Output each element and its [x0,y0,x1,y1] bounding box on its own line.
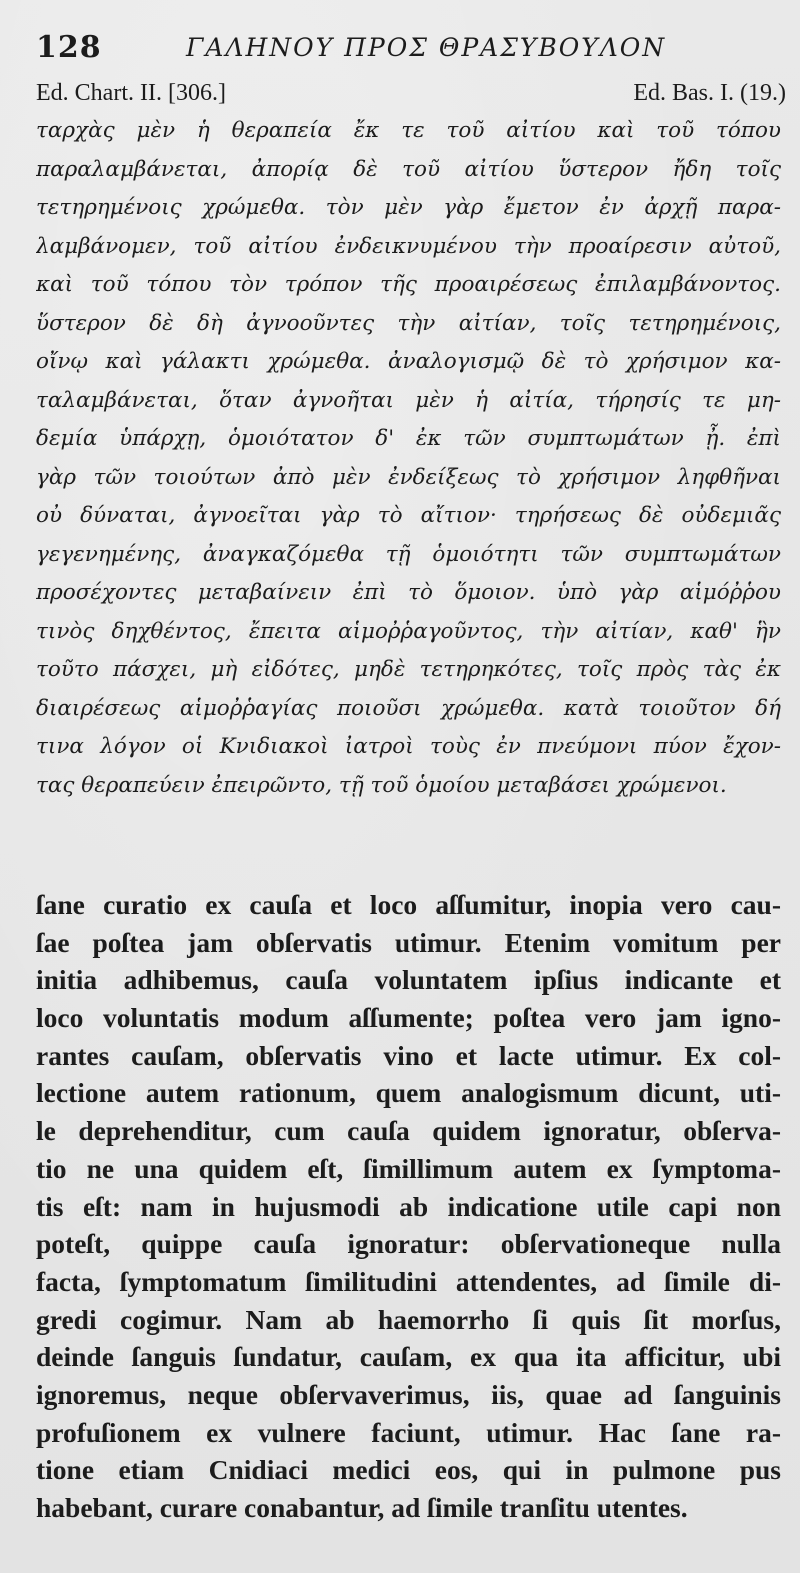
latin-line: tio ne una quidem eſt, ſimillimum autem ex ſymptoma- [36,1152,781,1184]
greek-line: προσέχοντες μεταβαίνειν ἐπὶ τὸ ὅμοιον. ὑπὸ γὰρ αἱμόῤῥου [36,580,781,605]
greek-line: ὕστερον δὲ δὴ ἀγνοοῦντες τὴν αἰτίαν, τοῖς τετηρημένοις, [36,310,781,336]
greek-line: τας θεραπεύειν ἐπειρῶντο, τῇ τοῦ ὁμοίου μεταβάσει χρώμενοι. [36,772,727,798]
greek-line: ταλαμβάνεται, ὅταν ἀγνοῆται μὲν ἡ αἰτία, τήρησίς τε μη- [36,387,781,413]
greek-line: λαμβάνομεν, τοῦ αἰτίου ἐνδεικνυμένου τὴν προαίρεσιν αὐτοῦ, [36,233,781,259]
greek-line: καὶ τοῦ τόπου τὸν τρόπον τῆς προαιρέσεως ἐπιλαμβάνοντος. [36,272,781,297]
latin-line: lectione autem rationum, quem analogismum dicunt, uti- [36,1077,781,1109]
greek-line: δεμία ὑπάρχῃ, ὁμοιότατον δ' ἐκ τῶν συμπτωμάτων ᾖ. ἐπὶ [36,426,781,451]
latin-line: ſae poſtea jam obſervatis utimur. Etenim vomitum per [36,926,781,958]
page-number: 128 [36,30,102,65]
edition-reference-chartier: Ed. Chart. II. [306.] [36,80,226,106]
latin-line: poteſt, quippe cauſa ignoratur: obſervationeque nulla [36,1228,781,1260]
edition-references [36,80,794,112]
latin-line: loco voluntatis modum aſſumente; poſtea vero jam igno- [36,1002,781,1034]
greek-line: τινὸς δηχθέντος, ἔπειτα αἱμοῤῥαγοῦντος, τὴν αἰτίαν, καθ' ἣν [36,618,781,644]
latin-line: profuſionem ex vulnere faciunt, utimur. Hac ſane ra- [36,1416,781,1448]
latin-line: ignoremus, neque obſervaverimus, iis, quae ad ſanguinis [36,1378,781,1410]
latin-line: initia adhibemus, cauſa voluntatem ipſius indicante et [36,964,781,996]
latin-line: habebant, curare conabantur, ad ſimile tranſitu utentes. [36,1492,688,1523]
latin-line: tis eſt: nam in hujusmodi ab indicatione utile capi non [36,1190,781,1222]
greek-line: τινα λόγον οἱ Κνιδιακοὶ ἰατροὶ τοὺς ἐν πνεύμονι πύον ἔχον- [36,734,781,759]
latin-line: facta, ſymptomatum ſimilitudini attendentes, ad ſimile di- [36,1265,781,1297]
greek-line: οἴνῳ καὶ γάλακτι χρώμεθα. ἀναλογισμῷ δὲ τὸ χρήσιμον κα- [36,349,781,374]
greek-line: ταρχὰς μὲν ἡ θεραπεία ἔκ τε τοῦ αἰτίου καὶ τοῦ τόπου [36,118,781,143]
greek-line: τοῦτο πάσχει, μὴ εἰδότες, μηδὲ τετηρηκότες, τοῖς πρὸς τὰς ἐκ [36,657,781,682]
greek-line: γεγενημένης, ἀναγκαζόμεθα τῇ ὁμοιότητι τῶν συμπτωμάτων [36,541,781,567]
running-title: ΓΑΛΗΝΟΥ ΠΡΟΣ ΘΡΑΣΥΒΟΥΛΟΝ [186,33,667,62]
latin-line: ſane curatio ex cauſa et loco aſſumitur, inopia vero cau- [36,889,781,920]
greek-line: διαιρέσεως αἱμοῤῥαγίας ποιοῦσι χρώμεθα. κατὰ τοιοῦτον δή [36,695,781,721]
latin-line: gredi cogimur. Nam ab haemorrho ſi quis ſit morſus, [36,1303,781,1335]
latin-line: le deprehenditur, cum cauſa quidem ignoratur, obſerva- [36,1115,781,1147]
greek-line: γὰρ τῶν τοιούτων ἀπὸ μὲν ἐνδείξεως τὸ χρήσιμον ληφθῆναι [36,464,781,490]
latin-line: rantes cauſam, obſervatis vino et lacte utimur. Ex col- [36,1039,781,1071]
greek-line: παραλαμβάνεται, ἀπορίᾳ δὲ τοῦ αἰτίου ὕστερον ἤδη τοῖς [36,156,781,182]
latin-text-block [36,886,781,1527]
greek-line: τετηρημένοις χρώμεθα. τὸν μὲν γὰρ ἔμετον ἐν ἀρχῇ παρα- [36,195,781,220]
latin-line: tione etiam Cnidiaci medici eos, qui in pulmone pus [36,1454,781,1486]
page-header [36,30,776,70]
greek-text-block [36,112,781,805]
greek-line: οὐ δύναται, ἀγνοεῖται γὰρ τὸ αἴτιον· τηρήσεως δὲ οὐδεμιᾶς [36,503,781,528]
latin-line: deinde ſanguis ſundatur, cauſam, ex qua ita afficitur, ubi [36,1341,781,1373]
edition-reference-basel: Ed. Bas. I. (19.) [633,80,786,106]
